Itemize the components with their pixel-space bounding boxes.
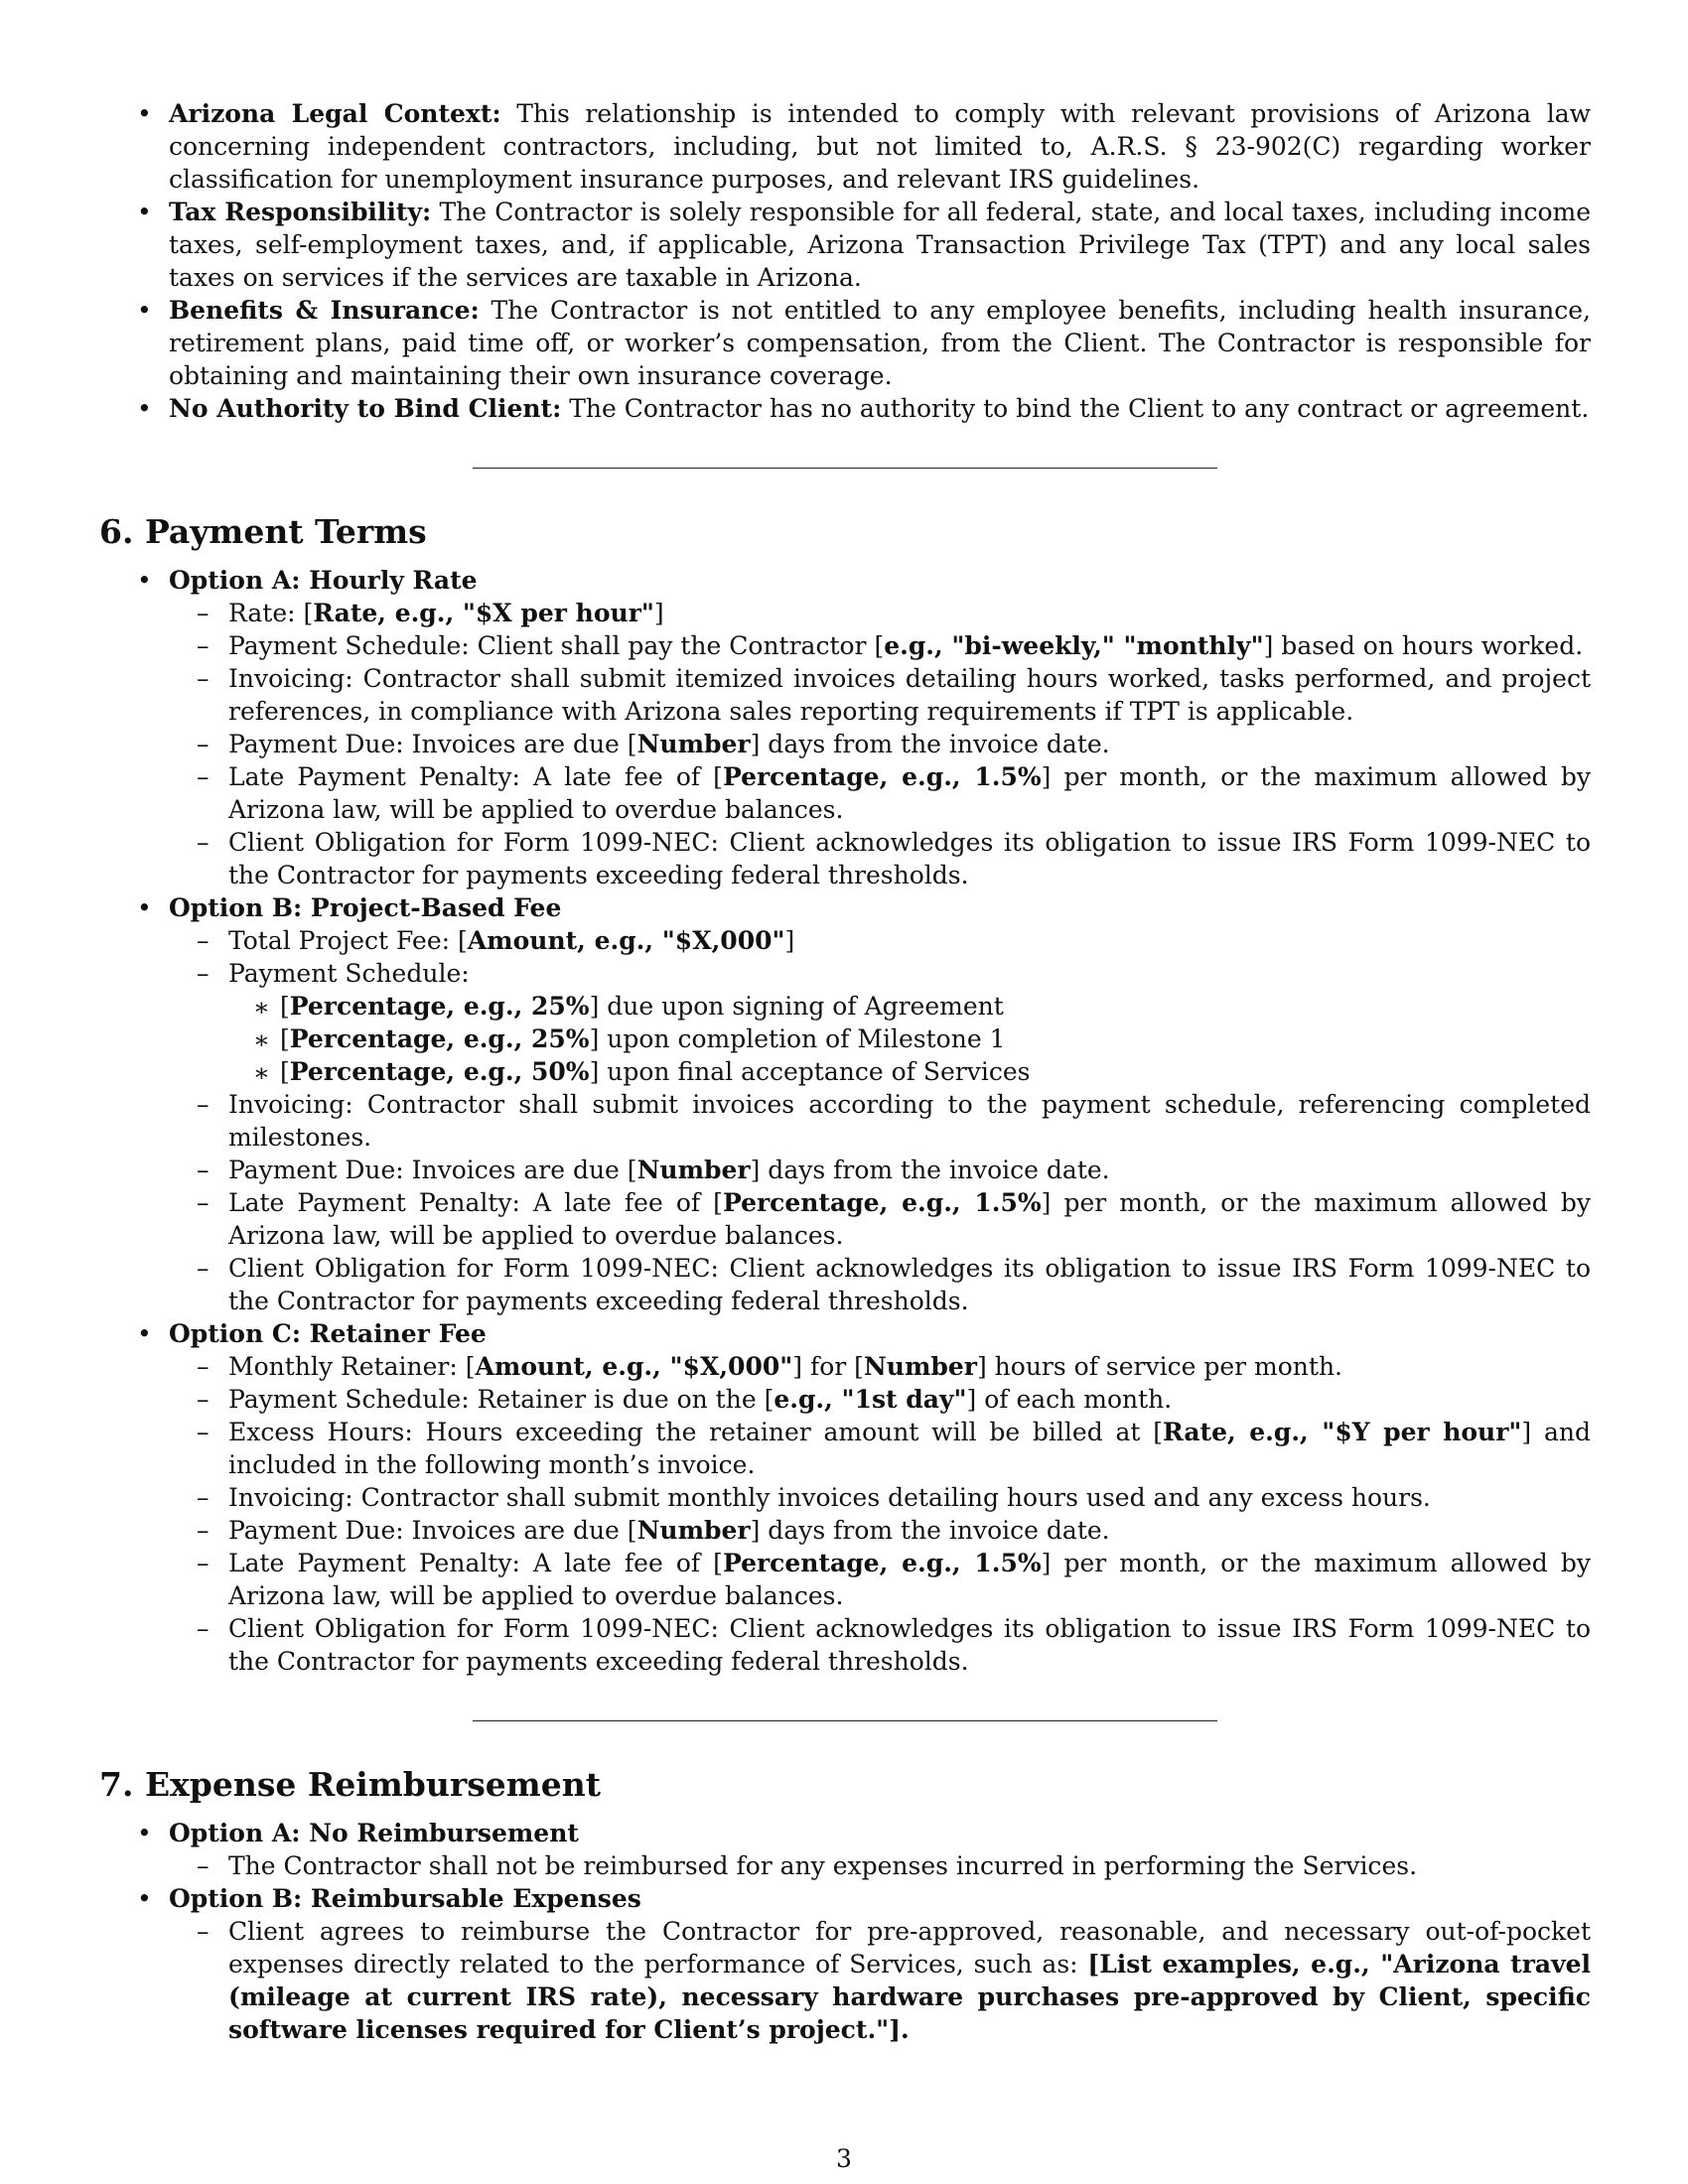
option-title: Option C: Retainer Fee <box>169 1319 487 1348</box>
list-item: – Client Obligation for Form 1099-NEC: Client acknowledges its obligation to issue IRS Form 1099-NEC to the Contractor for payments exceeding federal thresholds. <box>169 826 1591 891</box>
option-details <box>169 1915 1591 2046</box>
list-item: – Payment Schedule: Retainer is due on the [e.g., "1st day"] of each month. <box>169 1383 1591 1416</box>
list-item <box>99 97 1591 196</box>
option-b-project <box>99 891 1591 1317</box>
item-text: The Contractor is not entitled to any employee benefits, including health insurance, retirement plans, paid time off, or worker’s compensation, from the Client. The Contractor is responsible for obtaining and maintaining their own insurance coverage. <box>169 296 1591 390</box>
list-item: – Total Project Fee: [Amount, e.g., "$X,000"] <box>169 924 1591 957</box>
payment-options-list <box>99 564 1591 1678</box>
option-details <box>169 1849 1591 1882</box>
section5-list <box>99 97 1591 425</box>
section-divider <box>473 468 1217 469</box>
list-item: – Monthly Retainer: [Amount, e.g., "$X,000"] for [Number] hours of service per month. <box>169 1350 1591 1383</box>
option-title: Option A: No Reimbursement <box>169 1819 579 1847</box>
item-label: Arizona Legal Context: <box>169 99 501 128</box>
option-title: Option A: Hourly Rate <box>169 566 478 595</box>
option-details <box>169 597 1591 891</box>
list-item: – Payment Schedule: Client shall pay the Contractor [e.g., "bi-weekly," "monthly"] based on hours worked. <box>169 629 1591 662</box>
list-item <box>99 196 1591 294</box>
list-item: – Payment Due: Invoices are due [Number] days from the invoice date. <box>169 1514 1591 1547</box>
section-divider <box>473 1720 1217 1721</box>
item-label: No Authority to Bind Client: <box>169 394 562 423</box>
option-title: Option B: Reimbursable Expenses <box>169 1884 641 1913</box>
list-item: – Late Payment Penalty: A late fee of [Percentage, e.g., 1.5%] per month, or the maximum allowed by Arizona law, will be applied to overdue balances. <box>169 1547 1591 1612</box>
schedule-item: ∗ [Percentage, e.g., 50%] upon final acceptance of Services <box>228 1055 1591 1088</box>
option-details <box>169 1350 1591 1678</box>
item-label: Tax Responsibility: <box>169 198 432 226</box>
list-item: – Excess Hours: Hours exceeding the retainer amount will be billed at [Rate, e.g., "$Y per hour"] and included in the following month’s invoice. <box>169 1416 1591 1481</box>
list-item: – The Contractor shall not be reimbursed for any expenses incurred in performing the Services. <box>169 1849 1591 1882</box>
list-item: – Payment Due: Invoices are due [Number] days from the invoice date. <box>169 1154 1591 1186</box>
list-item: – Payment Due: Invoices are due [Number] days from the invoice date. <box>169 728 1591 760</box>
list-item: – Client Obligation for Form 1099-NEC: Client acknowledges its obligation to issue IRS Form 1099-NEC to the Contractor for payments exceeding federal thresholds. <box>169 1252 1591 1317</box>
item-label: Benefits & Insurance: <box>169 296 480 325</box>
option-title: Option B: Project-Based Fee <box>169 893 562 922</box>
list-item: – Client Obligation for Form 1099-NEC: Client acknowledges its obligation to issue IRS Form 1099-NEC to the Contractor for payments exceeding federal thresholds. <box>169 1612 1591 1678</box>
option-a-no-reimbursement <box>99 1817 1591 1882</box>
list-item <box>99 294 1591 392</box>
item-text: The Contractor is solely responsible for all federal, state, and local taxes, including income taxes, self-employment taxes, and, if applicable, Arizona Transaction Privilege Tax (TPT) and any local sales taxes on services if the services are taxable in Arizona. <box>169 198 1592 292</box>
list-item: – Invoicing: Contractor shall submit invoices according to the payment schedule, referencing completed milestones. <box>169 1088 1591 1154</box>
schedule-list <box>228 990 1591 1088</box>
page-number: 3 <box>836 2144 852 2173</box>
schedule-item: ∗ [Percentage, e.g., 25%] upon completion of Milestone 1 <box>228 1023 1591 1055</box>
expense-options-list <box>99 1817 1591 2046</box>
item-text: This relationship is intended to comply with relevant provisions of Arizona law concerning independent contractors, including, but not limited to, A.R.S. § 23-902(C) regarding worker classification for unemployment insurance purposes, and relevant IRS guidelines. <box>169 99 1592 194</box>
section-heading-payment-terms: 6. Payment Terms <box>99 512 427 551</box>
item-text: The Contractor has no authority to bind the Client to any contract or agreement. <box>561 394 1590 423</box>
list-item: – Client agrees to reimburse the Contractor for pre-approved, reasonable, and necessary out-of-pocket expenses directly related to the performance of Services, such as: [List examples, e.g., "Arizona travel (mileage at current IRS rate), necessary hardware purchases pre-approved by Client, specific software licenses required for Client’s project."]. <box>169 1915 1591 2046</box>
section-heading-expense-reimbursement: 7. Expense Reimbursement <box>99 1765 601 1804</box>
option-a-hourly <box>99 564 1591 891</box>
list-item: – Late Payment Penalty: A late fee of [Percentage, e.g., 1.5%] per month, or the maximum allowed by Arizona law, will be applied to overdue balances. <box>169 1186 1591 1252</box>
option-details <box>169 924 1591 1317</box>
list-item: – Invoicing: Contractor shall submit monthly invoices detailing hours used and any excess hours. <box>169 1481 1591 1514</box>
option-c-retainer <box>99 1317 1591 1678</box>
document-page <box>99 97 1591 2046</box>
list-item: – Invoicing: Contractor shall submit itemized invoices detailing hours worked, tasks performed, and project references, in compliance with Arizona sales reporting requirements if TPT is applicable. <box>169 662 1591 728</box>
list-item: – Payment Schedule: ∗ [Percentage, e.g., 25%] due upon signing of Agreement ∗ [Percentage, e.g., 25%] upon completion of Milestone 1 ∗ [Percentage, e.g., 50%] upon final acceptance of Services <box>169 957 1591 1088</box>
list-item: – Rate: [Rate, e.g., "$X per hour"] <box>169 597 1591 629</box>
list-item: – Late Payment Penalty: A late fee of [Percentage, e.g., 1.5%] per month, or the maximum allowed by Arizona law, will be applied to overdue balances. <box>169 760 1591 826</box>
option-b-reimbursable <box>99 1882 1591 2046</box>
schedule-item: ∗ [Percentage, e.g., 25%] due upon signing of Agreement <box>228 990 1591 1023</box>
list-item <box>99 392 1591 425</box>
